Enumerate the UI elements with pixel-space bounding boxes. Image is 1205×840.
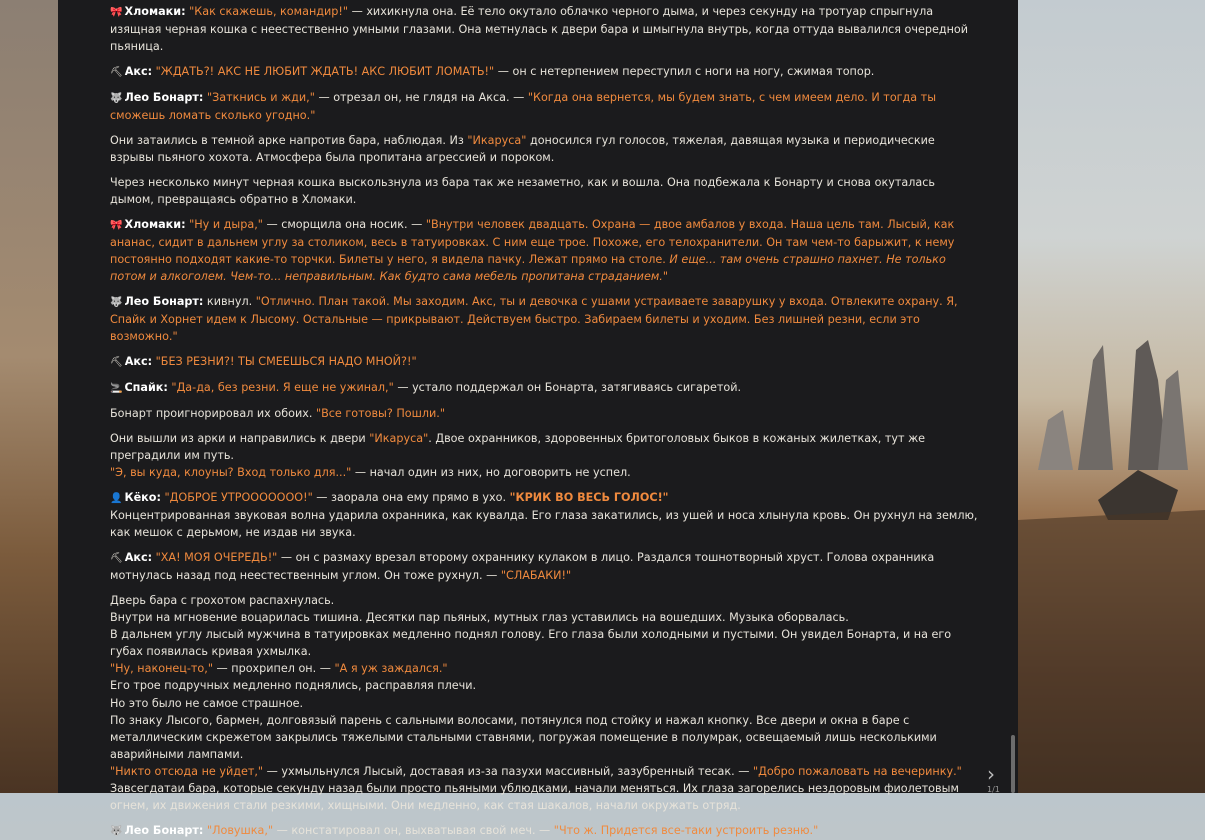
narration: — прохрипел он. — [212, 662, 335, 676]
narration: Завсегдатаи бара, которые секунду назад были просто пьяными ублюдками, начали меняться. Их глаза загорелись нездоровым фиолетовым огнем, их движения стали резкими, хищными. Они медленно, как стая шакалов, начали окружать отряд. [110, 782, 959, 813]
speaker: Хломаки: [124, 5, 186, 18]
ghost-icon: 👤 [110, 492, 123, 504]
narration: — ухмыльнулся Лысый, доставая из-за пазухи массивный, зазубренный тесак. — [263, 764, 753, 778]
paragraph-5 [110, 174, 980, 208]
dialogue: "Добро пожаловать на вечеринку." [752, 764, 962, 778]
speaker: Лео Бонарт: [124, 824, 204, 837]
narration: — сморщила она носик. — [262, 217, 426, 231]
paragraph-1 [110, 3, 980, 55]
ribbon-icon: 🎀 [110, 7, 123, 18]
narration: — начал один из них, но договорить не успел. [351, 466, 631, 480]
dialogue: "ДОБРОЕ УТРООООООО!" [164, 490, 313, 504]
speaker: Акс: [124, 551, 153, 564]
paragraph-3 [110, 89, 980, 124]
dialogue: "Ну, наконец-то," [110, 662, 213, 676]
background-left [0, 0, 58, 793]
dialogue: "А я уж заждался." [334, 662, 448, 676]
speaker: Спайк: [124, 381, 168, 395]
narration: — устало поддержал он Бонарта, затягиваясь сигаретой. [393, 381, 742, 395]
speaker: Хломаки: [124, 217, 186, 231]
paragraph-14 [110, 592, 980, 814]
dialogue: "Когда она вернется, мы будем знать, с чем имеем дело. И тогда ты сможешь ломать сколько угодно." [110, 90, 937, 123]
dialogue: "Никто отсюда не уйдет," [110, 764, 264, 778]
wolf-icon: 🐺 [110, 297, 123, 309]
paragraph-4 [110, 132, 980, 166]
speaker: Лео Бонарт: [124, 90, 204, 104]
scrollbar-thumb[interactable] [1011, 735, 1015, 793]
dialogue: "Ну и дыра," [189, 217, 263, 231]
dialogue: "Что ж. Придется все-таки устроить резню." [553, 824, 819, 837]
story-content [110, 0, 980, 837]
speaker: Акс: [124, 355, 153, 369]
dialogue: "СЛАБАКИ!" [500, 569, 572, 583]
paragraph-8 [110, 353, 980, 371]
paragraph-2 [110, 63, 980, 81]
dialogue: "Заткнись и жди," [206, 90, 315, 104]
page-counter: 1/1 [987, 785, 1000, 794]
place-name: "Икаруса" [369, 431, 429, 445]
next-arrow-icon[interactable]: › [987, 762, 995, 786]
paragraph-6 [110, 216, 980, 285]
narration: Они затаились в темной арке напротив бара, наблюдая. Из [110, 133, 468, 147]
dialogue: "Внутри человек двадцать. Охрана — двое амбалов у входа. Наша цель там. Лысый, как ананас, сидит в дальнем углу за столиком, весь в татуировках. С ним еще трое. Похоже, его телохранители. Он там чем-то барыжит, к нему постоянно подходят какие-то торчки. Билеты у него, я видела пачку. Лежат прямо на столе. [110, 217, 955, 267]
axe-icon: ⛏ [110, 357, 123, 369]
chat-panel [58, 0, 1018, 837]
skill-name: "КРИК ВО ВЕСЬ ГОЛОС!" [509, 490, 669, 504]
axe-icon: ⛏ [110, 67, 123, 79]
narration: — заорала она ему прямо в ухо. [312, 490, 510, 504]
dialogue: "Все готовы? Пошли." [315, 406, 445, 420]
narration: В дальнем углу лысый мужчина в татуировках медленно поднял голову. Его глаза были холодными и пустыми. Он увидел Бонарта, и на его губах появилась кривая ухмылка. [110, 628, 952, 659]
dialogue: "ХА! МОЯ ОЧЕРЕДЬ!" [155, 551, 278, 564]
paragraph-13 [110, 549, 980, 584]
dialogue: "Отлично. План такой. Мы заходим. Акс, ты и девочка с ушами устраиваете заварушку у входа. Отвлеките охрану. Я, Спайк и Хорнет идем к Лысому. Остальные — прикрывают. Действуем быстро. Забираем билеты и уходим. Без лишней резни, если это возможно." [110, 295, 958, 344]
dialogue: "Да-да, без резни. Я еще не ужинал," [171, 381, 394, 395]
narration: Через несколько минут черная кошка выскользнула из бара так же незаметно, как и вошла. Она подбежала к Бонарту и снова окуталась дымом, превращаясь обратно в Хломаки. [110, 175, 935, 207]
dialogue: "Ловушка," [206, 824, 274, 837]
place-name: "Икаруса" [467, 133, 527, 147]
dialogue-italic: И еще... там очень страшно пахнет. Не только потом и алкоголем. Чем-то... неправильным. Как будто сама мебель пропитана страданием." [110, 253, 946, 284]
narration: . Двое охранников, здоровенных бритоголовых быков в кожаных жилетках, тут же преградили им путь. [110, 431, 926, 462]
narration: — констатировал он, выхватывая свой меч. — [273, 824, 554, 837]
narration: Внутри на мгновение воцарилась тишина. Десятки пар пьяных, мутных глаз уставились на вошедших. Музыка оборвалась. [110, 611, 849, 625]
narration: Бонарт проигнорировал их обоих. [110, 406, 316, 420]
paragraph-7 [110, 293, 980, 345]
ribbon-icon: 🎀 [110, 219, 123, 231]
speaker: Лео Бонарт: [124, 295, 204, 309]
wolf-icon: 🐺 [110, 92, 123, 104]
paragraph-10 [110, 405, 980, 422]
paragraph-9 [110, 379, 980, 397]
paragraph-11 [110, 430, 980, 481]
narration: доносился гул голосов, тяжелая, давящая музыка и периодические взрывы пьяного хохота. Атмосфера была пропитана агрессией и пороком. [110, 133, 935, 165]
narration: Но это было не самое страшное. [110, 696, 304, 710]
wolf-icon: 🐺 [110, 826, 123, 837]
narration: Его трое подручных медленно поднялись, расправляя плечи. [110, 679, 477, 693]
narration: Дверь бара с грохотом распахнулась. [110, 593, 335, 607]
narration: По знаку Лысого, бармен, долговязый парень с сальными волосами, потянулся под стойку и нажал кнопку. Все двери и окна в баре с металлическим скрежетом закрылись тяжелыми стальными ставнями, погружая помещение в полумрак, освещаемый лишь несколькими аварийными лампами. [110, 713, 937, 761]
background-landscape-art [1018, 0, 1205, 793]
narration: — хихикнула она. Её тело окутало облачко черного дыма, и через секунду на тротуар спрыгнула изящная черная кошка с неестественно умными глазами. Она метнулась к двери бара и шмыгнула внутрь, когда оттуда вывалился очередной пьяница. [110, 5, 969, 54]
paragraph-12 [110, 489, 980, 541]
narration: — он с нетерпением переступил с ноги на ногу, сжимая топор. [494, 65, 875, 79]
dialogue: "БЕЗ РЕЗНИ?! ТЫ СМЕЕШЬСЯ НАДО МНОЙ?!" [155, 355, 417, 369]
axe-icon: ⛏ [110, 553, 123, 564]
dialogue: "ЖДАТЬ?! АКС НЕ ЛЮБИТ ЖДАТЬ! АКС ЛЮБИТ ЛОМАТЬ!" [155, 65, 495, 79]
narration: кивнул. [203, 295, 256, 309]
narration: Они вышли из арки и направились к двери [110, 431, 370, 445]
paragraph-15 [110, 822, 980, 840]
dialogue: "Э, вы куда, клоуны? Вход только для..." [110, 466, 352, 480]
narration: — отрезал он, не глядя на Акса. — [314, 90, 528, 104]
background-right [1018, 0, 1205, 793]
narration: Концентрированная звуковая волна ударила охранника, как кувалда. Его глаза закатились, из ушей и носа хлынула кровь. Он рухнул на землю, как мешок с дерьмом, не издав ни звука. [110, 509, 978, 540]
cigarette-icon: 🚬 [110, 383, 123, 395]
narration: — он с размаху врезал второму охраннику кулаком в лицо. Раздался тошнотворный хруст. Голова охранника мотнулась назад под неестественным углом. Он тоже рухнул. — [110, 551, 935, 583]
dialogue: "Как скажешь, командир!" [189, 5, 349, 18]
speaker: Акс: [124, 65, 153, 79]
speaker: Кёко: [124, 490, 161, 504]
